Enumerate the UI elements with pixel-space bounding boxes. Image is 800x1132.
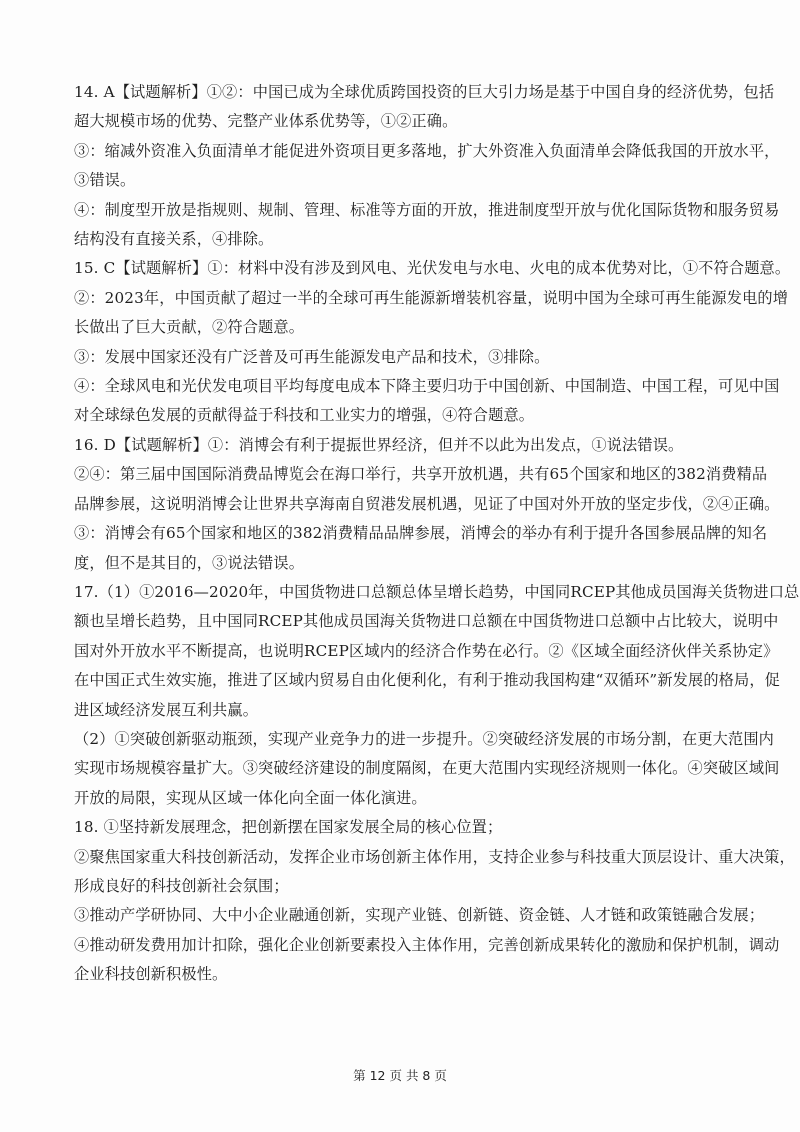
q14-line-6: 结构没有直接关系，④排除。 [74, 230, 274, 249]
q18-line-3: 形成良好的科技创新社会氛围； [74, 876, 289, 895]
q17-part2-line-3: 开放的局限，实现从区域一体化向全面一体化演进。 [74, 788, 427, 807]
q16-line-1: 16. D【试题解析】①：消博会有利于提振世界经济，但并不以此为出发点，①说法错误。 [74, 435, 684, 454]
q17-line-1: 17.（1）①2016—2020年，中国货物进口总额总体呈增长趋势，中国同RCEP其他成员国海关货物进口总 [74, 582, 800, 601]
q14-line-5: ④：制度型开放是指规则、规制、管理、标准等方面的开放，推进制度型开放与优化国际货物和服务贸易 [74, 200, 780, 219]
q14-line-3: ③：缩减外资准入负面清单才能促进外资项目更多落地，扩大外资准入负面清单会降低我国的开放水平， [74, 141, 780, 160]
q17-part2-line-2: 实现市场规模容量扩大。③突破经济建设的制度隔阂，在更大范围内实现经济规则一体化。④突破区域间 [74, 759, 780, 778]
q15-line-3: 长做出了巨大贡献，②符合题意。 [74, 318, 305, 337]
q16-line-3: 品牌参展，这说明消博会让世界共享海南自贸港发展机遇，见证了中国对外开放的坚定步伐，②④正确。 [74, 494, 780, 513]
q17-line-3: 国对外开放水平不断提高，也说明RCEP区域内的经济合作势在必行。②《区域全面经济伙伴关系协定》 [74, 641, 779, 660]
q16-line-5: 度，但不是其目的，③说法错误。 [74, 553, 305, 572]
q18-line-1: 18. ①坚持新发展理念，把创新摆在国家发展全局的核心位置； [74, 818, 503, 837]
q15-line-4: ③：发展中国家还没有广泛普及可再生能源发电产品和技术，③排除。 [74, 347, 550, 366]
q17-line-2: 额也呈增长趋势，且中国同RCEP其他成员国海关货物进口总额在中国货物进口总额中占比较大，说明中 [74, 612, 779, 631]
q15-line-6: 对全球绿色发展的贡献得益于科技和工业实力的增强，④符合题意。 [74, 406, 535, 425]
page-footer: 第 12 页 共 8 页 [353, 1068, 447, 1083]
q18-line-5: ④推动研发费用加计扣除，强化企业创新要素投入主体作用，完善创新成果转化的激励和保护机制，调动 [74, 935, 780, 954]
q17-part2-line-1: （2）①突破创新驱动瓶颈，实现产业竞争力的进一步提升。②突破经济发展的市场分割，在更大范围内 [74, 729, 774, 748]
q15-line-2: ②：2023年，中国贡献了超过一半的全球可再生能源新增装机容量，说明中国为全球可再生能源发电的增 [74, 288, 789, 307]
q15-line-5: ④：全球风电和光伏发电项目平均每度电成本下降主要归功于中国创新、中国制造、中国工程，可见中国 [74, 377, 780, 396]
q14-line-4: ③错误。 [74, 171, 136, 190]
q16-line-4: ③：消博会有65个国家和地区的382消费精品品牌参展，消博会的举办有利于提升各国参展品牌的知名 [74, 524, 768, 543]
q17-line-5: 进区域经济发展互利共赢。 [74, 700, 259, 719]
q16-line-2: ②④：第三届中国国际消费品博览会在海口举行，共享开放机遇，共有65个国家和地区的382消费精品 [74, 465, 768, 484]
q14-line-1: 14. A【试题解析】①②：中国已成为全球优质跨国投资的巨大引力场是基于中国自身的经济优势，包括 [74, 83, 775, 101]
q15-line-1: 15. C【试题解析】①：材料中没有涉及到风电、光伏发电与水电、火电的成本优势对比，①不符合题意。 [74, 259, 791, 278]
q14-line-2: 超大规模市场的优势、完整产业体系优势等，①②正确。 [74, 112, 458, 131]
q18-line-2: ②聚焦国家重大科技创新活动，发挥企业市场创新主体作用，支持企业参与科技重大顶层设计、重大决策， [74, 847, 795, 866]
q18-line-4: ③推动产学研协同、大中小企业融通创新，实现产业链、创新链、资金链、人才链和政策链融合发展； [74, 906, 765, 925]
q18-line-6: 企业科技创新积极性。 [74, 965, 228, 984]
q17-line-4: 在中国正式生效实施，推进了区域内贸易自由化便利化，有利于推动我国构建“双循环”新发展的格局，促 [74, 671, 781, 690]
